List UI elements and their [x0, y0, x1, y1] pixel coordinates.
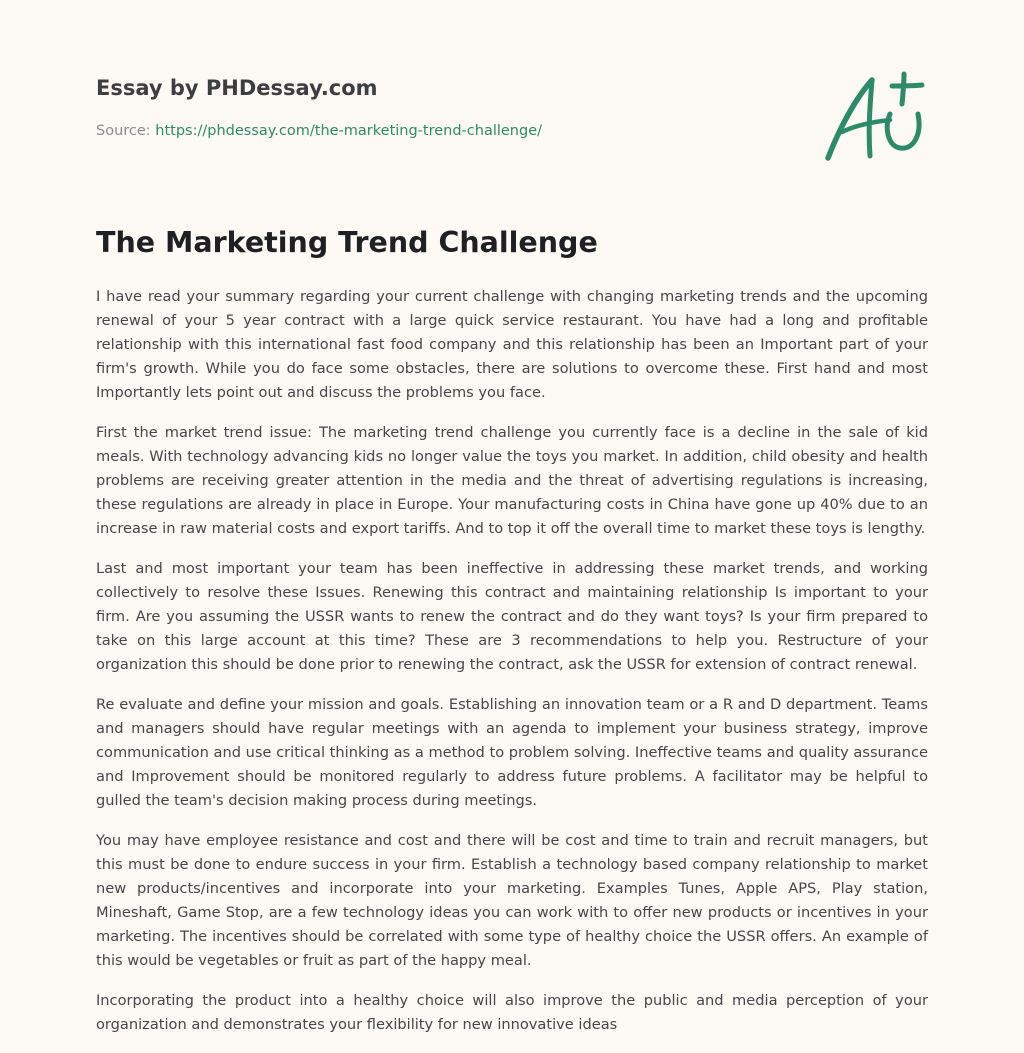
- essay-paragraph: First the market trend issue: The marketing trend challenge you currently face is a decline in the sale of kid meals. With technology advancing kids no longer value the toys you market. In addition, child obesity and health problems are receiving greater attention in the media and the threat of advertising regulations is increasing, these regulations are already in place in Europe. Your manufacturing costs in China have gone up 40% due to an increase in raw material costs and export tariffs. And to top it off the overall time to market these toys is lengthy.: [96, 424, 928, 537]
- essay-title: The Marketing Trend Challenge: [96, 226, 598, 259]
- source-label: Source:: [96, 123, 156, 139]
- essay-paragraph: You may have employee resistance and cost and there will be cost and time to train and recruit managers, but this must be done to endure success in your firm. Establish a technology based company relationship to market new products/incentives and incorporate into your marketing. Examples Tunes, Apple APS, Play station, Mineshaft, Game Stop, are a few technology ideas you can work with to offer new products or incentives in your marketing. The incentives should be correlated with some type of healthy choice the USSR offers. An example of this would be vegetables or fruit as part of the happy meal.: [96, 832, 928, 969]
- essay-paragraph: Last and most important your team has been ineffective in addressing these market trends, and working collectively to resolve these Issues. Renewing this contract and maintaining relationship Is important to your firm. Are you assuming the USSR wants to renew the contract and do they want toys? Is your firm prepared to take on this large account at this time? These are 3 recommendations to help you. Restructure of your organization this should be done prior to renewing the contract, ask the USSR for extension of contract renewal.: [96, 560, 928, 673]
- essay-body: [96, 285, 928, 1053]
- essay-paragraph: Re evaluate and define your mission and goals. Establishing an innovation team or a R and D department. Teams and managers should have regular meetings with an agenda to implement your business strategy, improve communication and use critical thinking as a method to problem solving. Ineffective teams and quality assurance and Improvement should be monitored regularly to address future problems. A facilitator may be helpful to gulled the team's decision making process during meetings.: [96, 696, 928, 809]
- essay-paragraph: I have read your summary regarding your current challenge with changing marketing trends and the upcoming renewal of your 5 year contract with a large quick service restaurant. You have had a long and profitable relationship with this international fast food company and this relationship has been an Important part of your firm's growth. While you do face some obstacles, there are solutions to overcome these. First hand and most Importantly lets point out and discuss the problems you face.: [96, 288, 928, 401]
- source-line: [96, 123, 542, 139]
- site-brand: Essay by PHDessay.com: [96, 76, 378, 100]
- essay-paragraph: Incorporating the product into a healthy choice will also improve the public and media perception of your organization and demonstrates your flexibility for new innovative ideas: [96, 992, 928, 1033]
- source-link[interactable]: https://phdessay.com/the-marketing-trend-challenge/: [155, 123, 543, 139]
- a-plus-logo-icon: [824, 66, 928, 166]
